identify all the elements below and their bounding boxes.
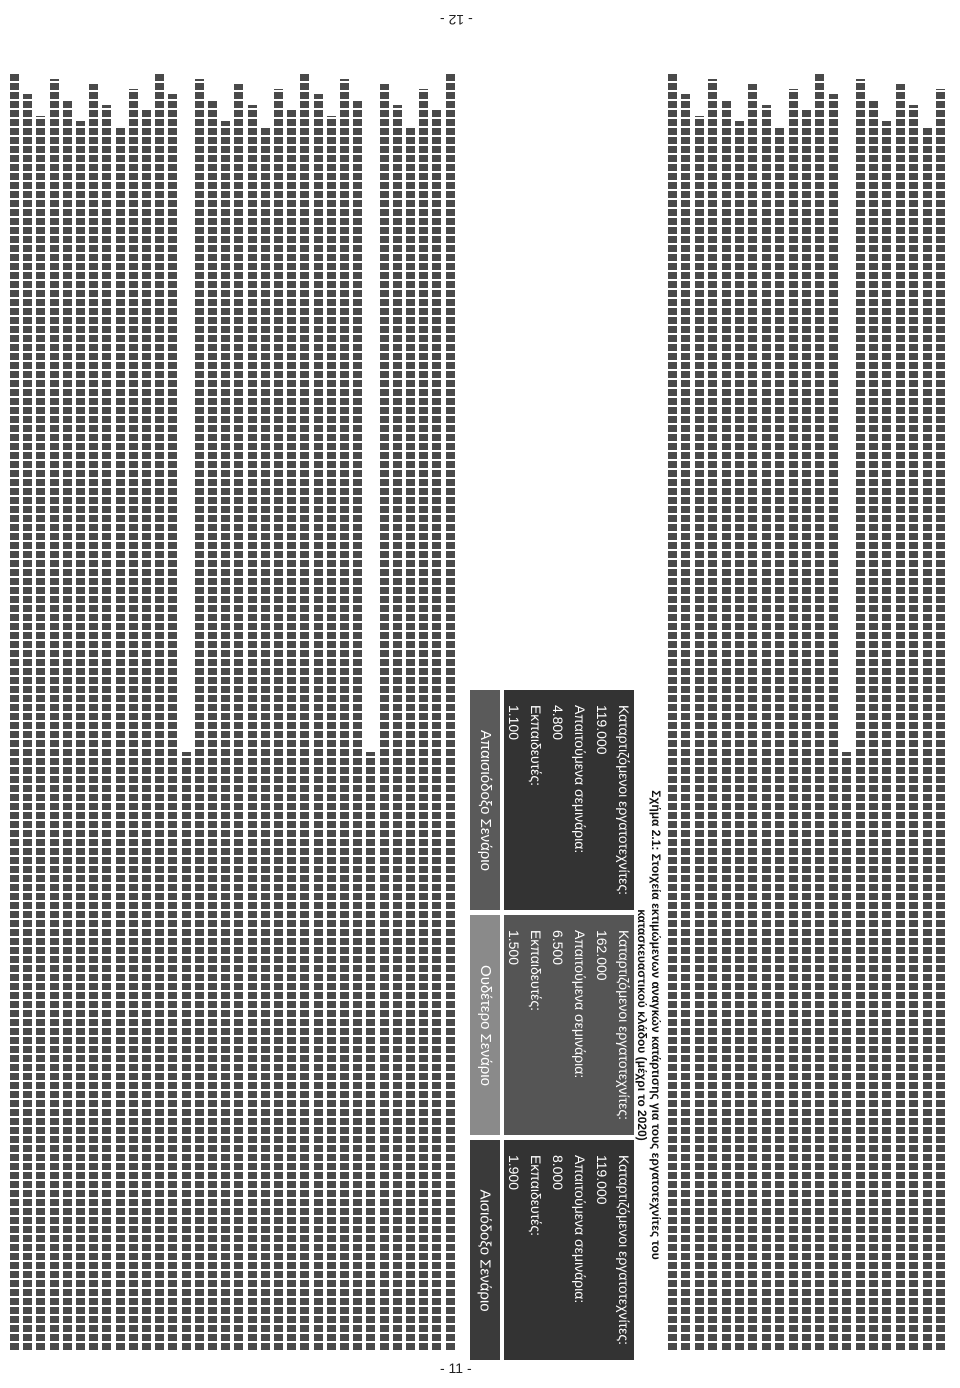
scenario-body-2 <box>504 915 634 1135</box>
text-line <box>815 73 824 1350</box>
page-number-left: - 11 - <box>440 1360 472 1376</box>
figure-caption-line-1: Σχήμα 2.1: Στοιχεία εκτιμώμενων αναγκών κατάρτισης για τους εργατοτεχνίτες του <box>649 790 663 1260</box>
text-line <box>896 84 905 1350</box>
text-line <box>789 89 798 1350</box>
text-line <box>882 121 891 1350</box>
text-line <box>936 89 945 1350</box>
scenario-3-trained-label: Καταρτιζόμενοι εργατοτεχνίτες: <box>616 1154 632 1346</box>
text-line <box>195 79 204 1350</box>
text-line <box>446 73 455 1350</box>
scenario-header-1: Απαισιόδοξο Σενάριο <box>470 690 500 910</box>
scenario-3-seminars-value: 8.000 <box>550 1154 566 1191</box>
scenario-body-1 <box>504 690 634 910</box>
text-line <box>353 100 362 1350</box>
text-line <box>432 110 441 1350</box>
scenario-figure <box>470 690 640 1360</box>
text-line <box>762 105 771 1350</box>
text-line <box>406 126 415 1350</box>
text-line <box>366 752 375 1351</box>
scenario-2-trainers-label: Εκπαιδευτές: <box>528 929 544 1012</box>
text-line <box>36 116 45 1350</box>
scenario-2-seminars-label: Απαιτούμενα σεμινάρια: <box>572 929 588 1079</box>
text-line <box>419 89 428 1350</box>
figure-caption-line-2: κατασκευαστικού κλάδου (μέχρι το 2020) <box>635 909 649 1141</box>
scenario-header-2: Ουδέτερο Σενάριο <box>470 915 500 1135</box>
text-line <box>842 752 851 1351</box>
text-line <box>76 121 85 1350</box>
text-line <box>182 752 191 1351</box>
text-line <box>708 79 717 1350</box>
page-number-right: - 12 - <box>440 12 473 28</box>
text-line <box>380 84 389 1350</box>
text-line <box>802 110 811 1350</box>
text-line <box>261 126 270 1350</box>
text-line <box>748 84 757 1350</box>
text-line <box>208 100 217 1350</box>
scenario-1-trainers-label: Εκπαιδευτές: <box>528 704 544 787</box>
text-line <box>89 84 98 1350</box>
scenario-2-seminars-value: 6.500 <box>550 929 566 966</box>
right-page-text-lower <box>470 20 660 680</box>
text-line <box>129 89 138 1350</box>
scenario-1-seminars-value: 4.800 <box>550 704 566 741</box>
text-line <box>234 84 243 1350</box>
scenario-3-trained-value: 119.000 <box>594 1154 610 1205</box>
text-line <box>221 121 230 1350</box>
text-line <box>695 116 704 1350</box>
scenario-1-trained-label: Καταρτιζόμενοι εργατοτεχνίτες: <box>616 704 632 896</box>
text-line <box>869 100 878 1350</box>
text-line <box>327 116 336 1350</box>
text-line <box>681 94 690 1350</box>
right-page-text <box>668 20 953 1350</box>
scenario-1-trainers-value: 1.100 <box>506 704 522 741</box>
scenario-1-trained-value: 119.000 <box>594 704 610 755</box>
text-line <box>735 121 744 1350</box>
text-line <box>102 105 111 1350</box>
scenario-1-seminars-label: Απαιτούμενα σεμινάρια: <box>572 704 588 854</box>
scenario-2-trained-label: Καταρτιζόμενοι εργατοτεχνίτες: <box>616 929 632 1121</box>
text-line <box>909 105 918 1350</box>
left-page-text <box>10 20 465 1350</box>
text-line <box>274 89 283 1350</box>
scenario-3-seminars-label: Απαιτούμενα σεμινάρια: <box>572 1154 588 1304</box>
text-line <box>668 73 677 1350</box>
scenario-2-trainers-value: 1.500 <box>506 929 522 966</box>
text-line <box>50 79 59 1350</box>
text-line <box>10 73 19 1350</box>
text-line <box>116 126 125 1350</box>
scenario-3-trainers-label: Εκπαιδευτές: <box>528 1154 544 1237</box>
scenario-header-3: Αισιόδοξο Σενάριο <box>470 1140 500 1360</box>
text-line <box>722 100 731 1350</box>
scenario-body-3 <box>504 1140 634 1360</box>
text-line <box>155 73 164 1350</box>
text-line <box>856 79 865 1350</box>
text-line <box>287 110 296 1350</box>
text-line <box>300 73 309 1350</box>
figure-caption <box>636 700 662 1350</box>
scenario-2-trained-value: 162.000 <box>594 929 610 981</box>
text-line <box>314 94 323 1350</box>
text-line <box>23 94 32 1350</box>
text-line <box>923 126 932 1350</box>
text-line <box>829 94 838 1350</box>
text-line <box>142 110 151 1350</box>
text-line <box>248 105 257 1350</box>
text-line <box>393 105 402 1350</box>
text-line <box>63 100 72 1350</box>
text-line <box>168 94 177 1350</box>
text-line <box>775 126 784 1350</box>
text-line <box>340 79 349 1350</box>
scenario-3-trainers-value: 1.900 <box>506 1154 522 1191</box>
